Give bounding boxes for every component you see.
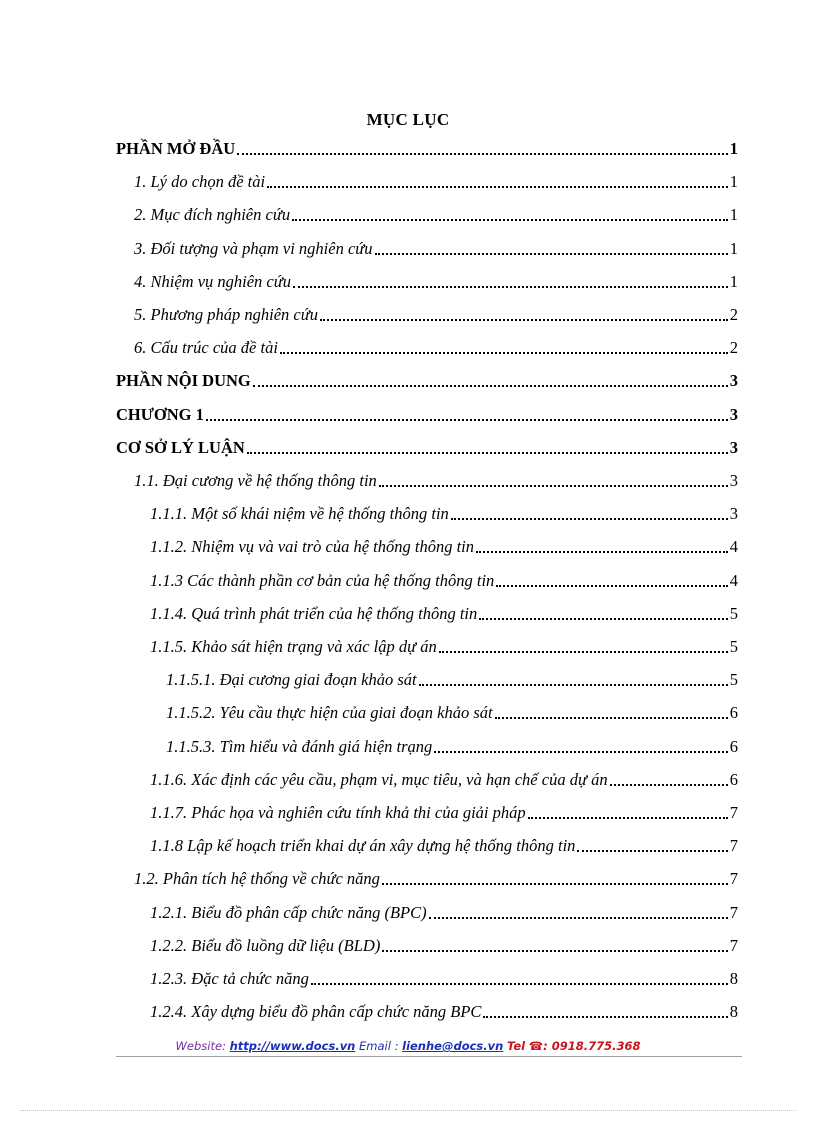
toc-entry[interactable] (150, 934, 738, 956)
toc-page-number: 5 (729, 637, 738, 656)
toc-dot-leader (311, 977, 728, 985)
toc-entry-title: PHẦN MỞ ĐẦU (116, 139, 236, 158)
toc-entry[interactable] (134, 336, 738, 358)
toc-entry-title: 1.2.1. Biểu đồ phân cấp chức năng (BPC) (150, 902, 427, 922)
toc-dot-leader (247, 446, 728, 454)
toc-page-number: 3 (729, 404, 738, 424)
toc-entry-title: 1.1.3 Các thành phần cơ bản của hệ thống thông tin (150, 570, 495, 590)
toc-entry-title: 1.1.7. Phác họa và nghiên cứu tính khả thi của giải pháp (150, 803, 526, 822)
toc-dot-leader (267, 180, 728, 188)
toc-entry-title: 1.2.2. Biểu đồ luồng dữ liệu (BLD) (150, 935, 381, 955)
toc-entry[interactable] (150, 901, 738, 923)
toc-entry[interactable] (150, 768, 738, 790)
toc-page-number: 3 (729, 504, 738, 524)
toc-entry[interactable] (150, 801, 738, 823)
toc-entry[interactable] (150, 602, 738, 624)
page-title: MỤC LỤC (366, 110, 450, 129)
toc-entry-title: 1.1.1. Một số khái niệm về hệ thống thông tin (150, 504, 449, 524)
toc-entry-title: 1.1.5. Khảo sát hiện trạng và xác lập dự án (150, 637, 437, 656)
page-footer (0, 1039, 816, 1053)
toc-page-number: 1 (729, 271, 738, 291)
toc-dot-leader (253, 379, 728, 387)
website-link[interactable]: http://www.docs.vn (229, 1039, 356, 1053)
toc-entry-title: CHƯƠNG 1 (116, 404, 204, 424)
toc-dot-leader (476, 545, 728, 553)
toc-dot-leader (382, 944, 727, 952)
toc-entry-title: CƠ SỞ LÝ LUẬN (116, 437, 245, 457)
toc-entry-title: 3. Đối tượng và phạm vi nghiên cứu (134, 238, 373, 258)
toc-dot-leader (434, 745, 727, 753)
toc-entry[interactable] (116, 369, 738, 391)
toc-page-number: 8 (729, 1002, 738, 1022)
toc-page-number: 7 (729, 869, 738, 889)
toc-entry-title: 1.1.4. Quá trình phát triển của hệ thống thông tin (150, 603, 478, 623)
toc-dot-leader (292, 213, 728, 221)
toc-dot-leader (610, 778, 728, 786)
toc-entry-title: 4. Nhiệm vụ nghiên cứu (134, 271, 292, 291)
toc-entry-title: 5. Phương pháp nghiên cứu (134, 305, 318, 324)
toc-entry-title: 1.2.3. Đặc tả chức năng (150, 969, 309, 988)
toc-entry-title: 1.1.5.3. Tìm hiểu và đánh giá hiện trạng (166, 736, 433, 756)
toc-dot-leader (528, 811, 728, 819)
phone-number: : 0918.775.368 (543, 1039, 641, 1053)
toc-page-number: 5 (729, 603, 738, 623)
toc-entry[interactable] (134, 867, 738, 889)
toc-entry[interactable] (166, 701, 738, 723)
toc-page-number: 6 (729, 703, 738, 723)
toc-entry-title: PHẦN NỘI DUNG (116, 371, 251, 391)
email-link[interactable]: lienhe@docs.vn (402, 1039, 504, 1053)
toc-page-number: 3 (729, 437, 738, 457)
toc-entry-title: 1.1.6. Xác định các yêu cầu, phạm vi, mục tiêu, và hạn chế của dự án (150, 769, 608, 789)
toc-page-number: 3 (729, 371, 738, 391)
toc-entry[interactable] (134, 170, 738, 192)
toc-dot-leader (419, 678, 728, 686)
page-edge-divider (20, 1110, 796, 1111)
toc-entry[interactable] (134, 237, 738, 259)
toc-page-number: 1 (729, 139, 738, 158)
toc-page-number: 5 (729, 670, 738, 690)
toc-entry-title: 6. Cấu trúc của đề tài (134, 338, 278, 358)
toc-dot-leader (293, 280, 728, 288)
toc-page-number: 6 (729, 769, 738, 789)
toc-entry[interactable] (166, 735, 738, 757)
toc-page-number: 8 (729, 969, 738, 988)
toc-dot-leader (577, 844, 727, 852)
toc-dot-leader (479, 612, 728, 620)
toc-entry-title: 1.1.5.1. Đại cương giai đoạn khảo sát (166, 670, 417, 690)
toc-dot-leader (451, 512, 728, 520)
toc-entry[interactable] (150, 1000, 738, 1022)
toc-page-number: 7 (729, 803, 738, 822)
email-label: Email : (359, 1039, 399, 1053)
toc-entry[interactable] (134, 469, 738, 491)
toc-entry[interactable] (116, 137, 738, 159)
toc-dot-leader (237, 147, 728, 155)
toc-entry[interactable] (166, 668, 738, 690)
toc-page-number: 2 (729, 338, 738, 358)
toc-entry-title: 1.1.8 Lập kế hoạch triển khai dự án xây dựng hệ thống thông tin (150, 836, 576, 856)
toc-page-number: 7 (729, 902, 738, 922)
toc-page-number: 6 (729, 736, 738, 756)
toc-dot-leader (495, 711, 728, 719)
toc-page-number: 2 (729, 305, 738, 324)
toc-entry[interactable] (134, 303, 738, 325)
toc-page-number: 3 (729, 471, 738, 490)
toc-page-number: 7 (729, 935, 738, 955)
toc-entry[interactable] (134, 203, 738, 225)
toc-entry[interactable] (116, 436, 738, 458)
toc-entry-title: 1.1.2. Nhiệm vụ và vai trò của hệ thống thông tin (150, 537, 474, 557)
tel-label: Tel (507, 1039, 526, 1053)
toc-entry-title: 1.1. Đại cương về hệ thống thông tin (134, 471, 377, 490)
toc-entry[interactable] (150, 535, 738, 557)
toc-dot-leader (429, 911, 728, 919)
toc-page-number: 1 (729, 238, 738, 258)
toc-dot-leader (280, 346, 728, 354)
toc-dot-leader (206, 413, 728, 421)
toc-page-number: 1 (729, 172, 738, 192)
toc-entry-title: 1.2.4. Xây dựng biểu đồ phân cấp chức năng BPC (150, 1002, 482, 1022)
toc-entry[interactable] (150, 967, 738, 989)
toc-entry[interactable] (150, 834, 738, 856)
toc-entry[interactable] (150, 502, 738, 524)
website-label: Website: (175, 1039, 226, 1053)
toc-entry[interactable] (150, 635, 738, 657)
toc-entry-title: 1.2. Phân tích hệ thống về chức năng (134, 869, 380, 889)
toc-entry[interactable] (116, 403, 738, 425)
footer-divider (116, 1056, 742, 1057)
toc-dot-leader (379, 479, 728, 487)
toc-page-number: 4 (729, 537, 738, 557)
toc-entry-title: 1. Lý do chọn đề tài (134, 172, 266, 192)
toc-dot-leader (483, 1010, 727, 1018)
toc-page-number: 4 (729, 570, 738, 590)
toc-page-number: 7 (729, 836, 738, 856)
toc-entry-title: 2. Mục đích nghiên cứu (134, 205, 291, 225)
toc-dot-leader (320, 313, 728, 321)
phone-icon: ☎ (528, 1039, 544, 1053)
toc-entry[interactable] (150, 569, 738, 591)
toc-dot-leader (382, 877, 728, 885)
toc-entry[interactable] (134, 270, 738, 292)
toc-page-number: 1 (729, 205, 738, 225)
toc-dot-leader (496, 579, 727, 587)
toc-entry-title: 1.1.5.2. Yêu cầu thực hiện của giai đoạn khảo sát (166, 703, 493, 723)
toc-dot-leader (439, 645, 728, 653)
toc-dot-leader (375, 247, 728, 255)
